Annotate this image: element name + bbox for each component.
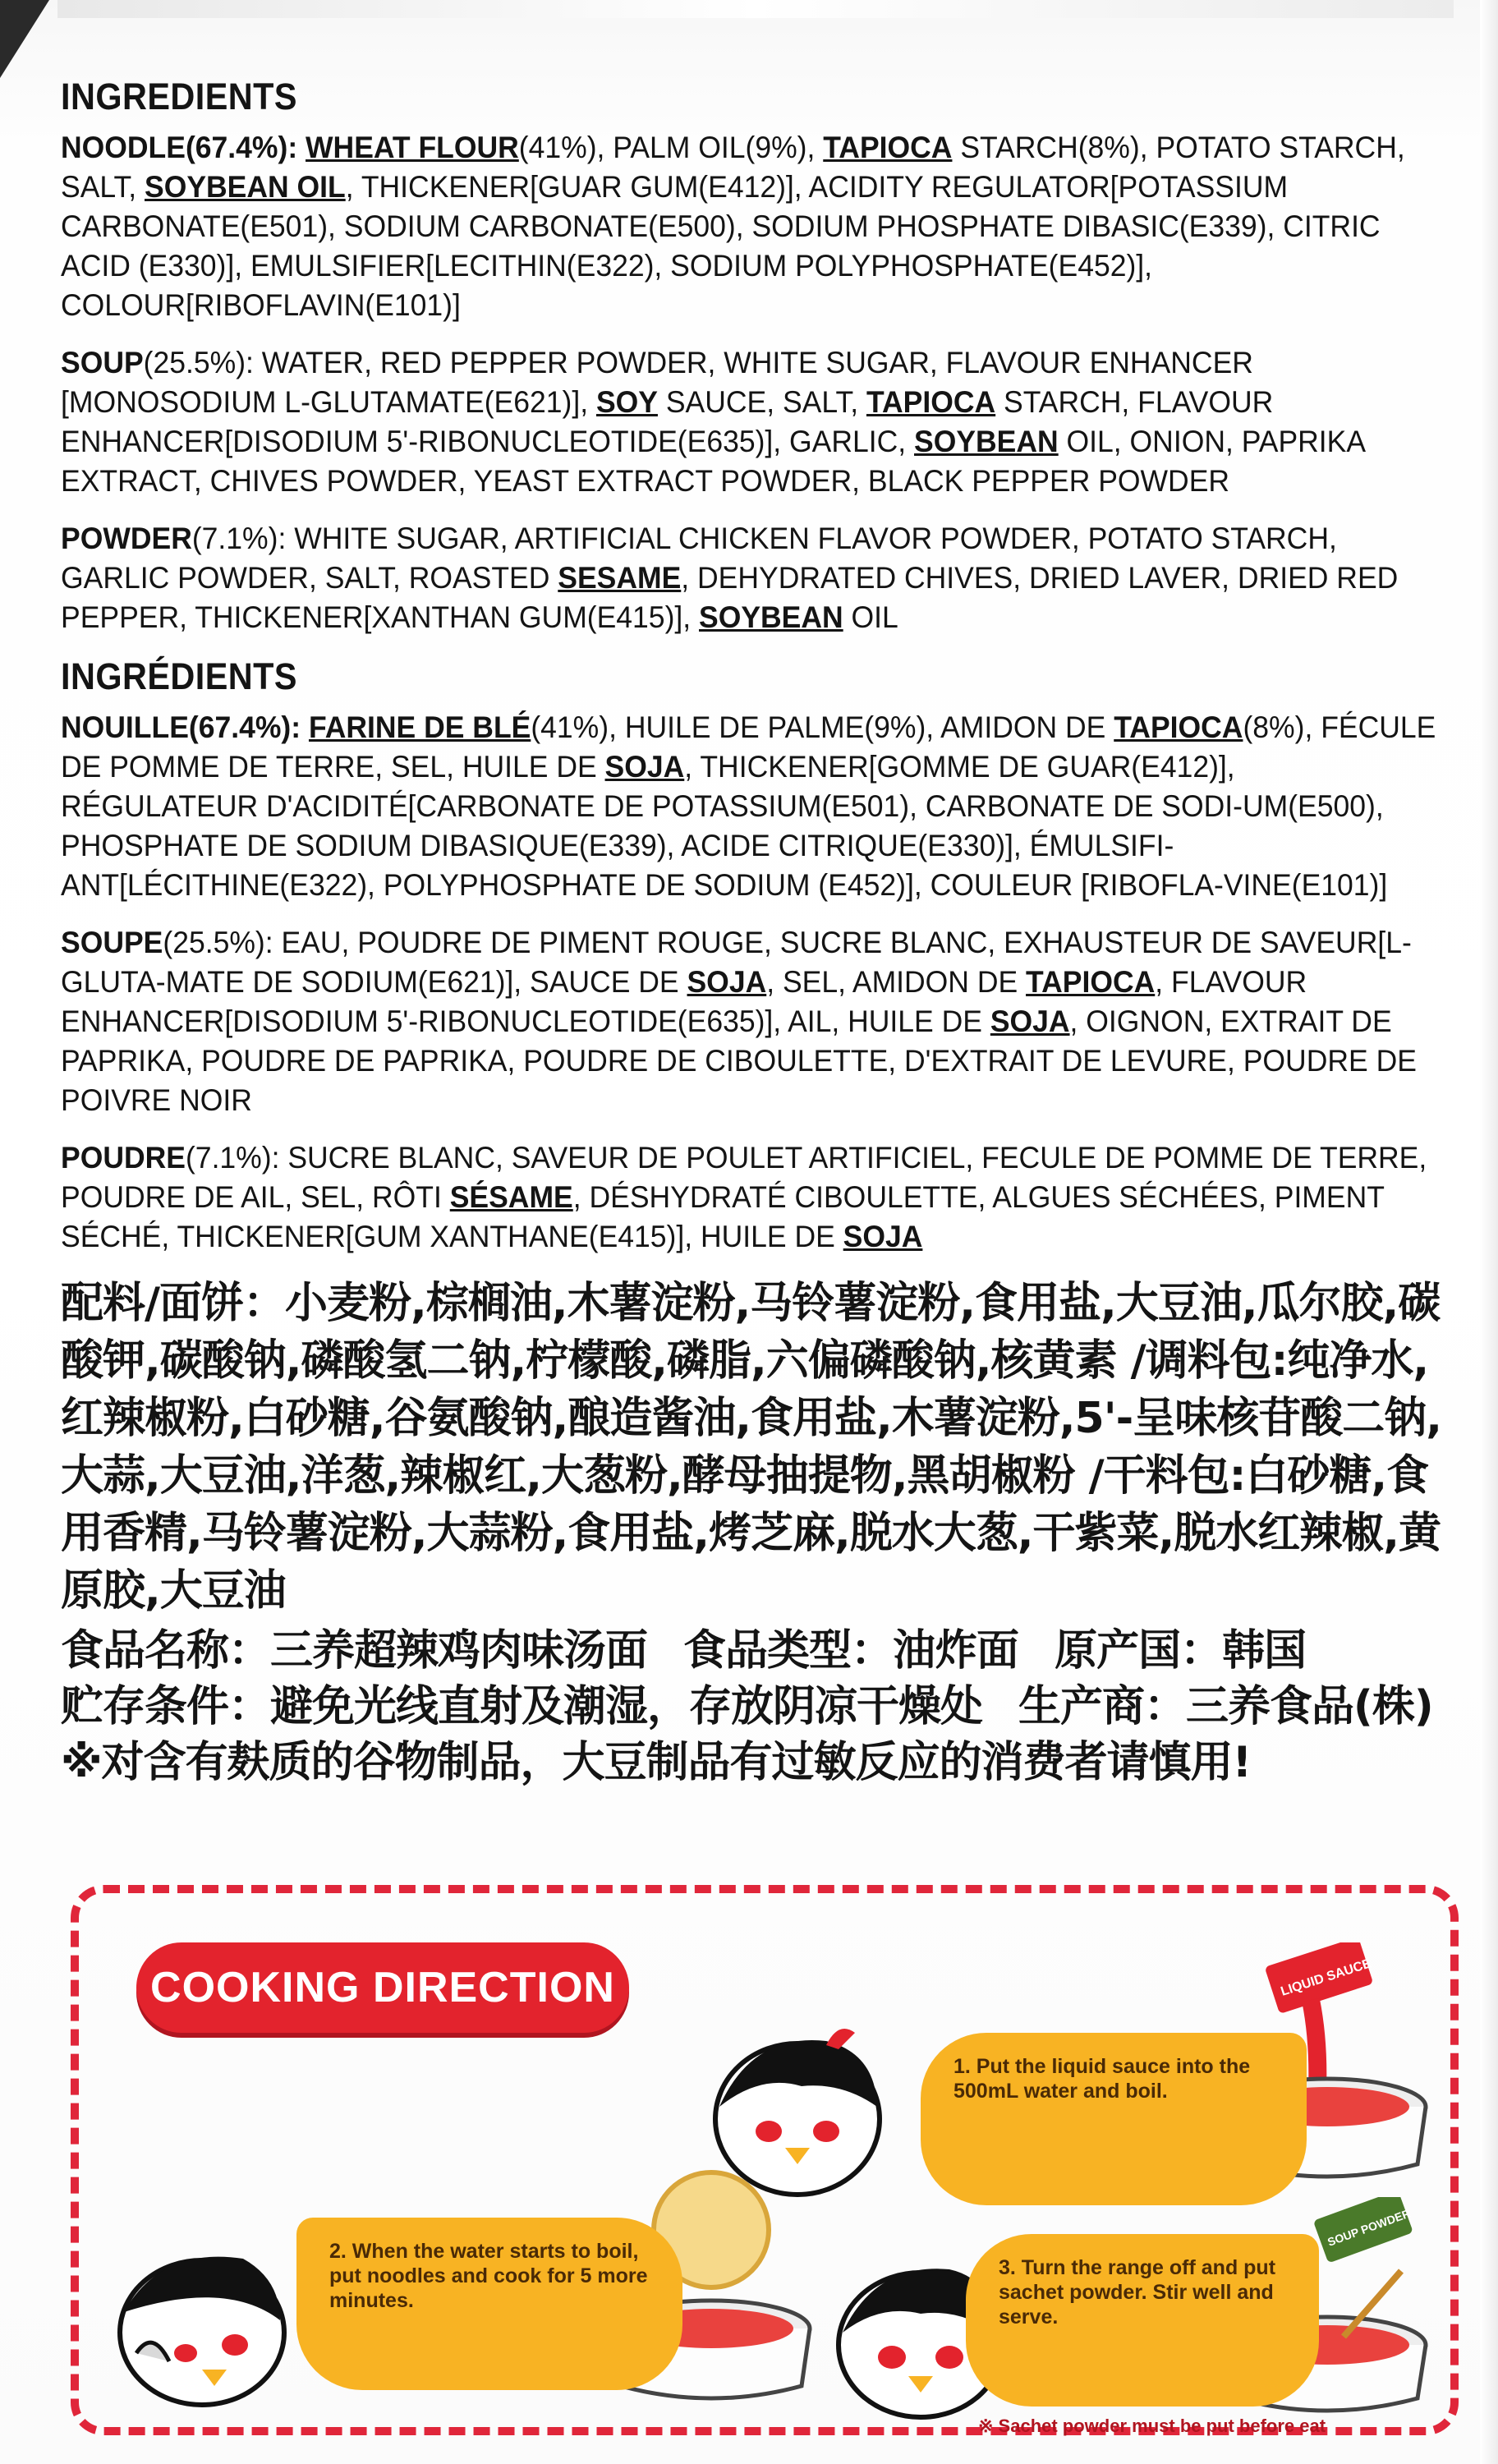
poudre-ingredients: POUDRE(7.1%): SUCRE BLANC, SAVEUR DE POULET ARTIFICIEL, FECULE DE POMME DE TERRE, POUDRE DE AIL, SEL, RÔTI SÉSAME, DÉSHYDRATÉ CIBOULETTE, ALGUES SÉCHÉES, PIMENT SÉCHÉ, THICKENER[GUM XANTHANE(E415)], HUILE DE SOJA — [61, 1141, 1427, 1253]
soup-ingredients: SOUP(25.5%): WATER, RED PEPPER POWDER, WHITE SUGAR, FLAVOUR ENHANCER [MONOSODIUM L-GLUTAMATE(E621)], SOY SAUCE, SALT, TAPIOCA STARCH, FLAVOUR ENHANCER[DISODIUM 5'-RIBONUCLEOTIDE(E635)], GARLIC, SOYBEAN OIL, ONION, PAPRIKA EXTRACT, CHIVES POWDER, YEAST EXTRACT POWDER, BLACK PEPPER POWDER — [61, 346, 1365, 498]
soupe-ingredients: SOUPE(25.5%): EAU, POUDRE DE PIMENT ROUGE, SUCRE BLANC, EXHAUSTEUR DE SAVEUR[L-GLUTA-MATE DE SODIUM(E621)], SAUCE DE SOJA, SEL, AMIDON DE TAPIOCA, FLAVOUR ENHANCER[DISODIUM 5'-RIBONUCLEOTIDE(E635)], AIL, HUILE DE SOJA, OIGNON, EXTRAIT DE PAPRIKA, POUDRE DE PAPRIKA, POUDRE DE CIBOULETTE, D'EXTRAIT DE LEVURE, POUDRE DE POIVRE NOIR — [61, 926, 1417, 1117]
step-3-bubble: 3. Turn the range off and put sachet powder. Stir well and serve. — [966, 2234, 1319, 2407]
right-edge — [1480, 0, 1498, 2464]
chinese-ingredients: 配料/面饼：小麦粉,棕榈油,木薯淀粉,马铃薯淀粉,食用盐,大豆油,瓜尔胶,碳酸钾,碳酸钠,磷酸氢二钠,柠檬酸,磷脂,六偏磷酸钠,核黄素 /调料包:纯净水,红辣椒粉,白砂糖,谷氨酸钠,酿造酱油,食用盐,木薯淀粉,5'-呈味核苷酸二钠,大蒜,大豆油,洋葱,辣椒红,大葱粉,酵母抽提物,黑胡椒粉 /干料包:白砂糖,食用香精,马铃薯淀粉,大蒜粉,食用盐,烤芝麻,脱水大葱,干紫菜,脱水红辣椒,黄原胶,大豆油 — [61, 1279, 1441, 1616]
soup-powder-label: SOUP POWDER — [1326, 2206, 1413, 2249]
english-heading: INGREDIENTS — [61, 76, 297, 117]
step-1-bubble: 1. Put the liquid sauce into the 500mL water and boil. — [921, 2033, 1307, 2205]
chinese-storage-row: 贮存条件：避免光线直射及潮湿，存放阴凉干燥处 生产商：三养食品(株) — [61, 1682, 1433, 1731]
noodle-ingredients: NOODLE(67.4%): WHEAT FLOUR(41%), PALM OIL(9%), TAPIOCA STARCH(8%), POTATO STARCH, SALT, SOYBEAN OIL, THICKENER[GUAR GUM(E412)], ACIDITY REGULATOR[POTASSIUM CARBONATE(E501), SODIUM CARBONATE(E500), SODIUM PHOSPHATE DIBASIC(E339), CITRIC ACID (E330)], EMULSIFIER[LECITHIN(E322), SODIUM POLYPHOSPHATE(E452)], COLOUR[RIBOFLAVIN(E101)] — [61, 131, 1405, 322]
corner-shadow — [0, 0, 49, 78]
french-heading: INGRÉDIENTS — [61, 655, 297, 697]
powder-ingredients: POWDER(7.1%): WHITE SUGAR, ARTIFICIAL CHICKEN FLAVOR POWDER, POTATO STARCH, GARLIC POWDER, SALT, ROASTED SESAME, DEHYDRATED CHIVES, DRIED LAVER, DRIED RED PEPPER, THICKENER[XANTHAN GUM(E415)], SOYBEAN OIL — [61, 522, 1399, 634]
chinese-allergy-warning: ※对含有麸质的谷物制品，大豆制品有过敏反应的消费者请慎用! — [61, 1738, 1252, 1787]
mascot-chicken-icon — [103, 2230, 301, 2419]
nouille-ingredients: NOUILLE(67.4%): FARINE DE BLÉ(41%), HUILE DE PALME(9%), AMIDON DE TAPIOCA(8%), FÉCULE DE POMME DE TERRE, SEL, HUILE DE SOJA, THICKENER[GOMME DE GUAR(E412)], RÉGULATEUR D'ACIDITÉ[CARBONATE DE POTASSIUM(E501), CARBONATE DE SODI-UM(E500), PHOSPHATE DE SODIUM DIBASIQUE(E339), ACIDE CITRIQUE(E330)], ÉMULSIFI-ANT[LÉCITHINE(E322), POLYPHOSPHATE DE SODIUM (E452)], COULEUR [RIBOFLA-VINE(E101)] — [61, 710, 1436, 902]
cooking-direction-panel — [71, 1885, 1459, 2435]
step-2-bubble: 2. When the water starts to boil, put noodles and cook for 5 more minutes. — [296, 2218, 682, 2390]
chinese-product-row: 食品名称：三养超辣鸡肉味汤面 食品类型：油炸面 原产国：韩国 — [61, 1626, 1307, 1676]
top-edge — [57, 0, 1454, 18]
liquid-sauce-label: LIQUID SAUCE — [1279, 1956, 1373, 1999]
sachet-note: ※ Sachet powder must be put before eat — [978, 2416, 1326, 2436]
ingredients-block — [61, 76, 1449, 1791]
cooking-direction-title: COOKING DIRECTION — [136, 1942, 629, 2033]
